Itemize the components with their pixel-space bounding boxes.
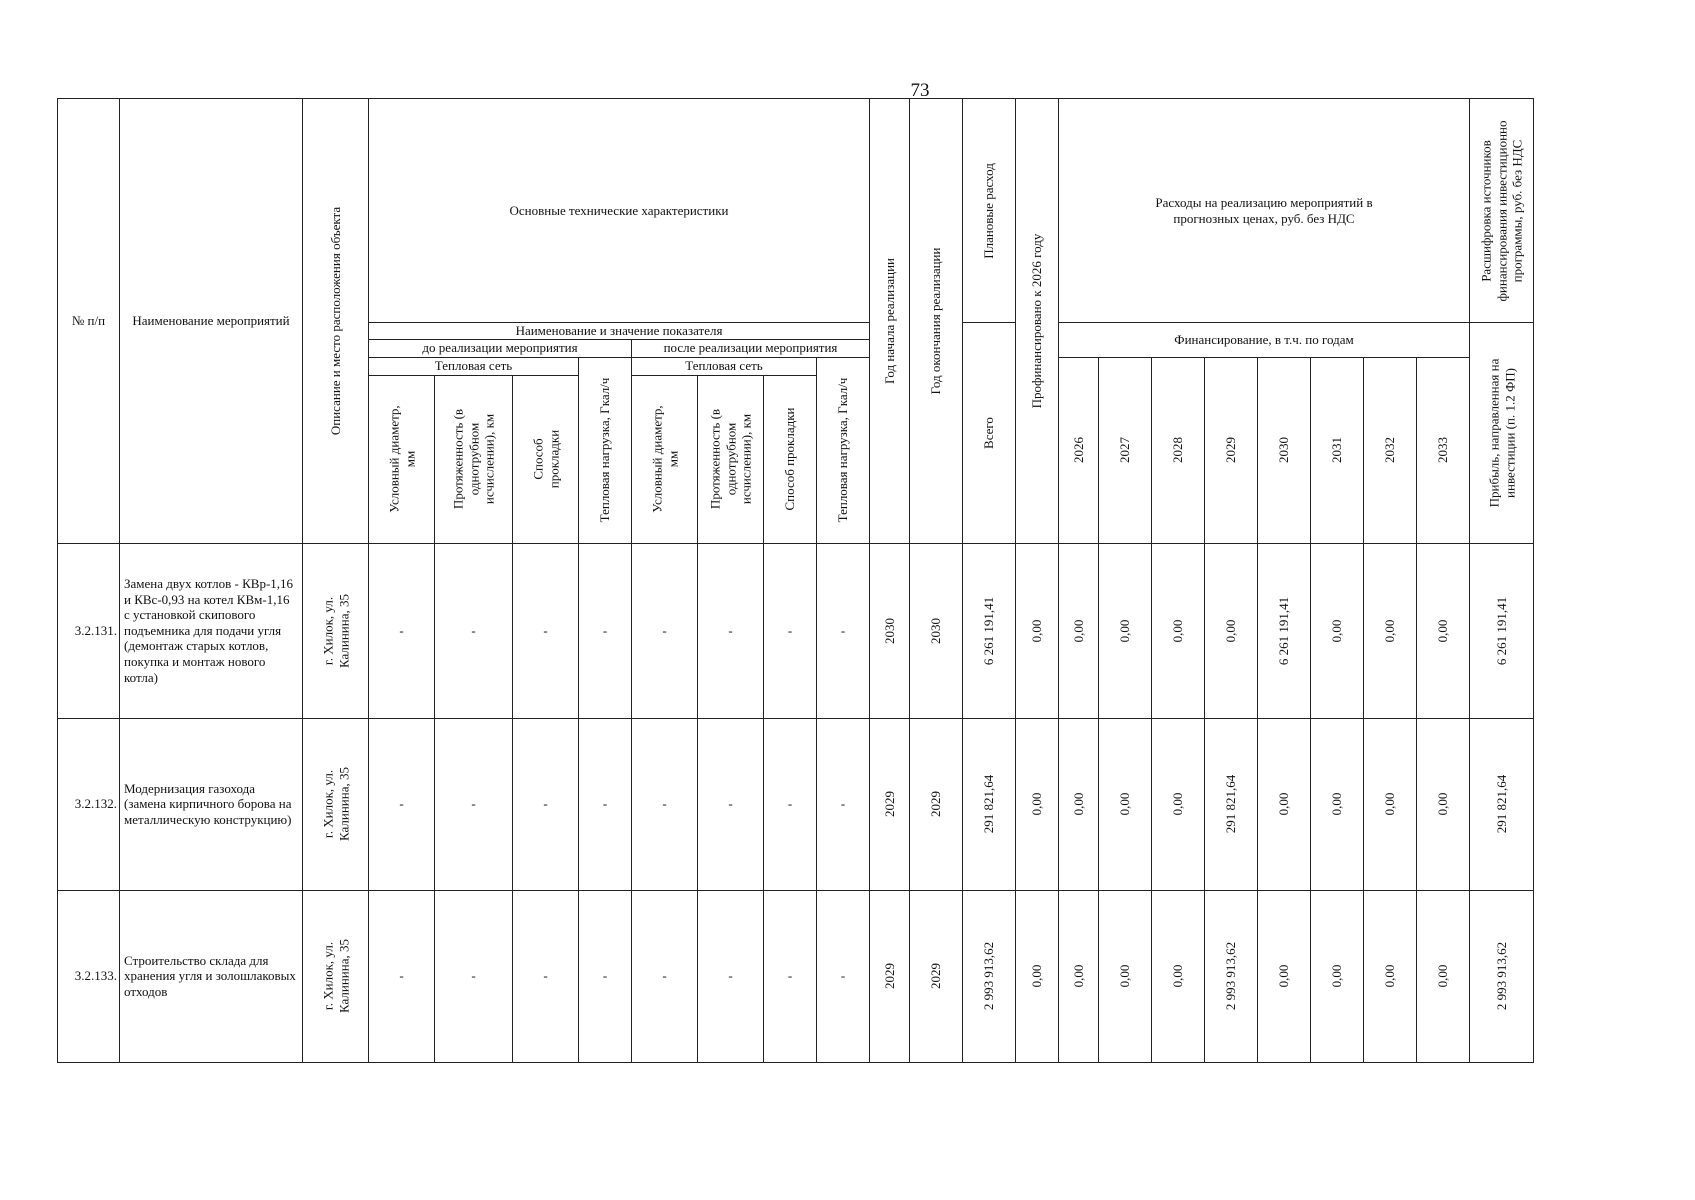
row-year-value: 0,00 [1258,890,1311,1062]
row-year-value: 0,00 [1099,718,1152,890]
header-laying-after: Способ прокладки [764,375,817,543]
row-name: Модернизация газохода (замена кирпичного борова на металлическую конструкцию) [120,718,303,890]
row-tech-value: - [513,543,579,718]
table-header [58,99,1534,544]
row-tech-value: - [579,543,632,718]
investment-program-table-wrapper [57,98,1534,1063]
header-after: после реализации мероприятия [632,339,870,357]
row-location: г. Хилок, ул. Калинина, 35 [303,718,369,890]
header-laying-before: Способ прокладки [513,375,579,543]
row-year-value: 0,00 [1099,543,1152,718]
row-profit: 6 261 191,41 [1470,543,1534,718]
table-body [58,543,1534,1062]
row-tech-value: - [764,890,817,1062]
row-tech-value: - [513,718,579,890]
row-year-value: 0,00 [1364,718,1417,890]
header-expenses: Расходы на реализацию мероприятий в прогнозных ценах, руб. без НДС [1059,99,1470,323]
row-prefinanced: 0,00 [1016,718,1059,890]
header-length-after: Протяженность (в однотрубном исчислении), км [698,375,764,543]
table-row [58,718,1534,890]
header-total: Всего [963,323,1016,544]
investment-program-table [57,98,1534,1063]
row-year-value: 0,00 [1099,890,1152,1062]
row-tech-value: - [435,890,513,1062]
row-name: Строительство склада для хранения угля и золошлаковых отходов [120,890,303,1062]
row-tech-value: - [632,890,698,1062]
row-year-end: 2029 [910,890,963,1062]
row-tech-value: - [764,543,817,718]
row-number: 3.2.131. [58,543,120,718]
row-tech-value: - [369,543,435,718]
row-total: 2 993 913,62 [963,890,1016,1062]
row-year-value: 0,00 [1059,718,1099,890]
header-network-after: Тепловая сеть [632,357,817,375]
row-number: 3.2.133. [58,890,120,1062]
row-tech-value: - [817,718,870,890]
row-year-value: 6 261 191,41 [1258,543,1311,718]
header-planned-expense: Плановые расход [963,99,1016,323]
row-prefinanced: 0,00 [1016,543,1059,718]
row-tech-value: - [369,718,435,890]
row-year-value: 291 821,64 [1205,718,1258,890]
header-indicator: Наименование и значение показателя [369,323,870,340]
header-year-start: Год начала реализации [870,99,910,544]
row-year-value: 0,00 [1311,718,1364,890]
row-tech-value: - [579,718,632,890]
row-name: Замена двух котлов - КВр-1,16 и КВс-0,93 на котел КВм-1,16 с установкой скипового подъемника для подачи угля (демонтаж старых котлов, покупка и монтаж нового котла) [120,543,303,718]
row-tech-value: - [369,890,435,1062]
header-year-2027: 2027 [1099,357,1152,543]
row-tech-value: - [513,890,579,1062]
header-year-2029: 2029 [1205,357,1258,543]
row-year-value: 0,00 [1417,890,1470,1062]
row-year-value: 0,00 [1152,543,1205,718]
row-year-value: 0,00 [1258,718,1311,890]
row-year-end: 2030 [910,543,963,718]
header-year-2031: 2031 [1311,357,1364,543]
row-location: г. Хилок, ул. Калинина, 35 [303,543,369,718]
row-year-value: 0,00 [1059,543,1099,718]
header-location: Описание и место расположения объекта [303,99,369,544]
header-diameter-after: Условный диаметр, мм [632,375,698,543]
row-location: г. Хилок, ул. Калинина, 35 [303,890,369,1062]
row-prefinanced: 0,00 [1016,890,1059,1062]
row-total: 291 821,64 [963,718,1016,890]
row-tech-value: - [817,543,870,718]
row-profit: 291 821,64 [1470,718,1534,890]
header-year-end: Год окончания реализации [910,99,963,544]
row-year-value: 0,00 [1059,890,1099,1062]
row-year-end: 2029 [910,718,963,890]
row-tech-value: - [698,890,764,1062]
row-tech-value: - [435,718,513,890]
header-diameter-before: Условный диаметр, мм [369,375,435,543]
row-tech-value: - [632,718,698,890]
header-year-2026: 2026 [1059,357,1099,543]
header-length-before: Протяженность (в однотрубном исчислении), км [435,375,513,543]
row-year-value: 0,00 [1417,543,1470,718]
row-tech-value: - [817,890,870,1062]
header-load-after: Тепловая нагрузка, Гкал/ч [817,357,870,543]
header-prefinanced: Профинансировано к 2026 году [1016,99,1059,544]
header-financing: Финансирование, в т.ч. по годам [1059,323,1470,358]
row-total: 6 261 191,41 [963,543,1016,718]
row-year-value: 0,00 [1417,718,1470,890]
row-year-value: 0,00 [1152,890,1205,1062]
row-year-value: 2 993 913,62 [1205,890,1258,1062]
header-before: до реализации мероприятия [369,339,632,357]
row-year-value: 0,00 [1364,890,1417,1062]
row-tech-value: - [435,543,513,718]
table-row [58,543,1534,718]
row-year-start: 2029 [870,890,910,1062]
row-year-start: 2030 [870,543,910,718]
row-profit: 2 993 913,62 [1470,890,1534,1062]
header-tech-characteristics: Основные технические характеристики [369,99,870,323]
row-tech-value: - [632,543,698,718]
header-network-before: Тепловая сеть [369,357,579,375]
row-tech-value: - [698,543,764,718]
header-year-2028: 2028 [1152,357,1205,543]
header-year-2032: 2032 [1364,357,1417,543]
header-name: Наименование мероприятий [120,99,303,544]
row-number: 3.2.132. [58,718,120,890]
row-year-start: 2029 [870,718,910,890]
row-tech-value: - [579,890,632,1062]
header-num: № п/п [58,99,120,544]
row-tech-value: - [764,718,817,890]
header-sources: Расшифровка источников финансирования инвестиционно программы, руб. без НДС [1470,99,1534,323]
row-tech-value: - [698,718,764,890]
header-profit: Прибыль, направленная на инвестиции (п. 1.2 ФП) [1470,323,1534,544]
header-year-2033: 2033 [1417,357,1470,543]
row-year-value: 0,00 [1152,718,1205,890]
table-row [58,890,1534,1062]
header-load-before: Тепловая нагрузка, Гкал/ч [579,357,632,543]
page-number: 73 [910,80,930,101]
row-year-value: 0,00 [1205,543,1258,718]
row-year-value: 0,00 [1311,890,1364,1062]
header-year-2030: 2030 [1258,357,1311,543]
row-year-value: 0,00 [1364,543,1417,718]
row-year-value: 0,00 [1311,543,1364,718]
